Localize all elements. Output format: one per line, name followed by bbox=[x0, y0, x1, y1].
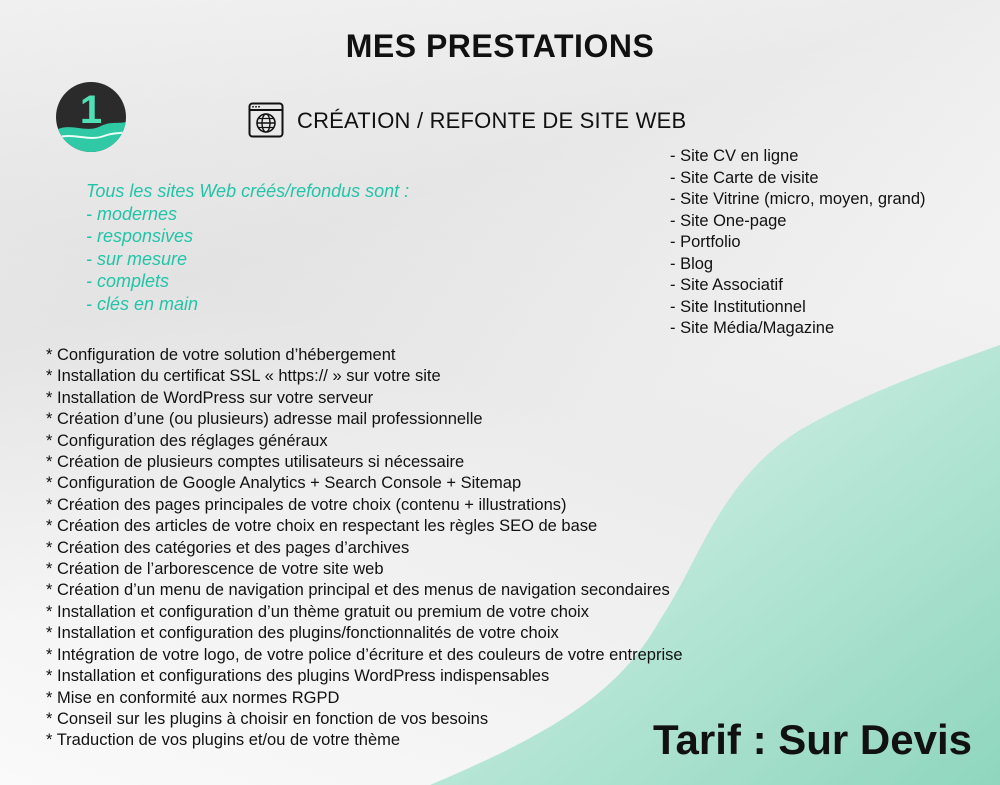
list-item: * Création des catégories et des pages d’archives bbox=[46, 538, 410, 557]
features-intro: Tous les sites Web créés/refondus sont : bbox=[86, 181, 410, 201]
list-item: * Conseil sur les plugins à choisir en fonction de vos besoins bbox=[46, 709, 489, 728]
list-item: * Configuration de votre solution d’hébergement bbox=[46, 346, 396, 364]
list-item: - Blog bbox=[670, 254, 714, 273]
list-item: * Création de plusieurs comptes utilisateurs si nécessaire bbox=[46, 453, 465, 472]
list-item: - Site CV en ligne bbox=[670, 147, 799, 165]
list-item: * Traduction de vos plugins et/ou de votre thème bbox=[46, 731, 401, 750]
features-list bbox=[86, 203, 409, 316]
features-block bbox=[86, 180, 409, 315]
list-item: * Intégration de votre logo, de votre police d’écriture et des couleurs de votre entreprise bbox=[46, 645, 683, 664]
list-item: * Création des articles de votre choix en respectant les règles SEO de base bbox=[46, 517, 598, 536]
price-label: Tarif : Sur Devis bbox=[653, 716, 972, 763]
list-item: - Site Institutionnel bbox=[670, 297, 806, 316]
list-item: - Portfolio bbox=[670, 233, 741, 251]
tasks-list bbox=[46, 345, 683, 752]
list-item: - Site One-page bbox=[670, 211, 787, 230]
list-item: - Site Vitrine (micro, moyen, grand) bbox=[670, 190, 926, 208]
list-item: - Site Média/Magazine bbox=[670, 319, 835, 337]
site-types-list bbox=[670, 146, 926, 340]
list-item: * Création d’un menu de navigation principal et des menus de navigation secondaires bbox=[46, 581, 670, 600]
list-item: * Installation de WordPress sur votre serveur bbox=[46, 388, 374, 407]
list-item: - Site Carte de visite bbox=[670, 168, 819, 187]
list-item: * Configuration de Google Analytics + Search Console + Sitemap bbox=[46, 474, 522, 493]
service-title: CRÉATION / REFONTE DE SITE WEB bbox=[297, 108, 687, 133]
list-item: - clés en main bbox=[86, 293, 199, 314]
list-item: - responsives bbox=[86, 226, 194, 246]
list-item: * Mise en conformité aux normes RGPD bbox=[46, 688, 340, 707]
list-item: - modernes bbox=[86, 203, 178, 224]
list-item: - Site Associatif bbox=[670, 276, 783, 294]
list-item: * Installation du certificat SSL « https:// » sur votre site bbox=[46, 367, 441, 386]
list-item: * Installation et configuration des plugins/fonctionnalités de votre choix bbox=[46, 624, 559, 643]
list-item: * Installation et configuration d’un thème gratuit ou premium de votre choix bbox=[46, 602, 589, 621]
web-globe-icon bbox=[248, 102, 284, 138]
list-item: * Installation et configurations des plugins WordPress indispensables bbox=[46, 667, 550, 686]
list-item: - complets bbox=[86, 271, 170, 291]
step-number: 1 bbox=[79, 88, 103, 132]
list-item: * Création d’une (ou plusieurs) adresse mail professionnelle bbox=[46, 410, 483, 429]
step-badge bbox=[56, 82, 126, 152]
list-item: * Configuration des réglages généraux bbox=[46, 431, 328, 450]
list-item: * Création des pages principales de votre choix (contenu + illustrations) bbox=[46, 495, 567, 514]
list-item: - sur mesure bbox=[86, 248, 188, 269]
page-title: MES PRESTATIONS bbox=[345, 28, 655, 64]
list-item: * Création de l’arborescence de votre site web bbox=[46, 560, 384, 579]
